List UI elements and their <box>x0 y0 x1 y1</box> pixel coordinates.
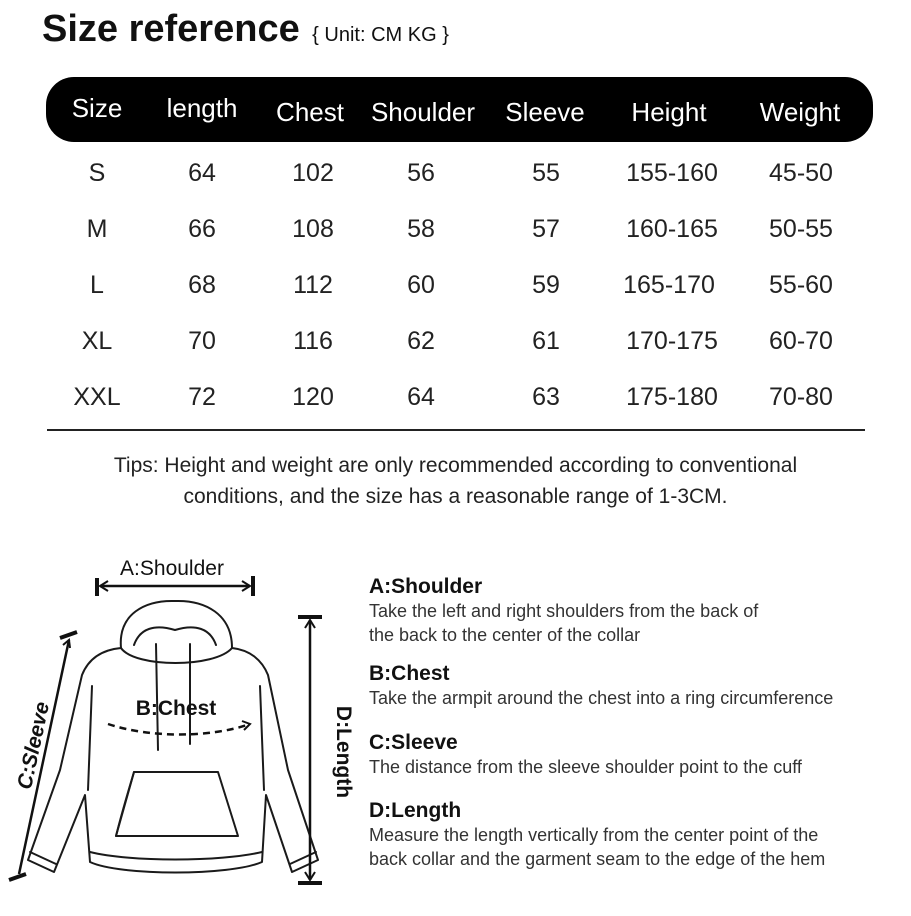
table-row <box>0 265 911 305</box>
desc-sleeve-title: C:Sleeve <box>369 731 458 754</box>
cell-size: L <box>90 271 104 299</box>
cell-weight: 45-50 <box>769 159 833 187</box>
desc-chest-title: B:Chest <box>369 662 450 685</box>
desc-sleeve-line-1: The distance from the sleeve shoulder point to the cuff <box>369 757 802 777</box>
header-sleeve: Sleeve <box>505 97 585 127</box>
cell-height: 160-165 <box>626 215 718 243</box>
cell-chest: 102 <box>292 159 334 187</box>
desc-length-title: D:Length <box>369 799 462 822</box>
cell-shoulder: 62 <box>407 327 435 355</box>
header-length: length <box>166 93 238 123</box>
cell-chest: 116 <box>293 327 333 355</box>
desc-shoulder-title: A:Shoulder <box>369 575 483 598</box>
desc-sleeve <box>369 731 802 779</box>
cell-height: 175-180 <box>626 383 718 411</box>
table-row <box>0 377 911 417</box>
title-unit: { Unit: CM KG } <box>312 24 449 46</box>
tips-line-1: Tips: Height and weight are only recommended according to conventional <box>113 454 798 477</box>
cell-height: 165-170 <box>623 271 715 299</box>
header-height: Height <box>631 97 707 127</box>
desc-shoulder-line-1: Take the left and right shoulders from the back of <box>369 601 759 621</box>
cell-size: S <box>88 159 106 187</box>
table-divider <box>47 429 865 431</box>
length-label: D:Length <box>332 705 355 799</box>
header-weight: Weight <box>759 97 841 127</box>
hoodie-diagram <box>0 540 360 916</box>
cell-height: 155-160 <box>626 159 718 187</box>
cell-length: 68 <box>188 271 216 299</box>
cell-chest: 112 <box>293 271 333 299</box>
desc-chest <box>369 662 833 710</box>
table-header <box>46 77 873 142</box>
hoodie-outline-icon <box>28 601 318 873</box>
cell-shoulder: 58 <box>407 215 435 243</box>
cell-length: 66 <box>188 215 216 243</box>
desc-shoulder-line-2: the back to the center of the collar <box>369 625 641 645</box>
desc-shoulder <box>369 575 758 647</box>
table-row <box>0 209 911 249</box>
cell-length: 64 <box>188 159 216 187</box>
cell-weight: 50-55 <box>769 215 833 243</box>
header-size: Size <box>71 93 123 123</box>
sleeve-label: C:Sleeve <box>13 699 55 792</box>
header-chest: Chest <box>276 97 344 127</box>
cell-sleeve: 63 <box>532 383 560 411</box>
page-title <box>42 8 449 51</box>
shoulder-label: A:Shoulder <box>120 557 224 580</box>
cell-shoulder: 64 <box>407 383 435 411</box>
cell-weight: 70-80 <box>769 383 833 411</box>
table-row <box>0 153 911 193</box>
header-shoulder: Shoulder <box>370 97 476 127</box>
tips-text <box>40 450 871 512</box>
tips-line-2: conditions, and the size has a reasonable range of 1-3CM. <box>183 485 728 508</box>
desc-length-line-2: back collar and the garment seam to the edge of the hem <box>369 849 826 869</box>
cell-sleeve: 61 <box>532 327 560 355</box>
desc-length <box>369 799 825 871</box>
desc-chest-line-1: Take the armpit around the chest into a ring circumference <box>369 688 834 708</box>
cell-weight: 60-70 <box>769 327 833 355</box>
cell-sleeve: 55 <box>532 159 560 187</box>
chest-label: B:Chest <box>135 697 217 720</box>
cell-chest: 120 <box>292 383 334 411</box>
cell-shoulder: 56 <box>407 159 435 187</box>
cell-length: 70 <box>188 327 216 355</box>
cell-size: XL <box>81 327 113 355</box>
cell-sleeve: 59 <box>532 271 560 299</box>
cell-weight: 55-60 <box>769 271 833 299</box>
cell-chest: 108 <box>292 215 334 243</box>
desc-length-line-1: Measure the length vertically from the center point of the <box>369 825 819 845</box>
cell-shoulder: 60 <box>407 271 435 299</box>
table-row <box>0 321 911 361</box>
cell-height: 170-175 <box>626 327 718 355</box>
title-main: Size reference <box>42 8 300 50</box>
cell-size: M <box>86 215 108 243</box>
cell-length: 72 <box>188 383 216 411</box>
cell-sleeve: 57 <box>532 215 560 243</box>
cell-size: XXL <box>73 383 121 411</box>
